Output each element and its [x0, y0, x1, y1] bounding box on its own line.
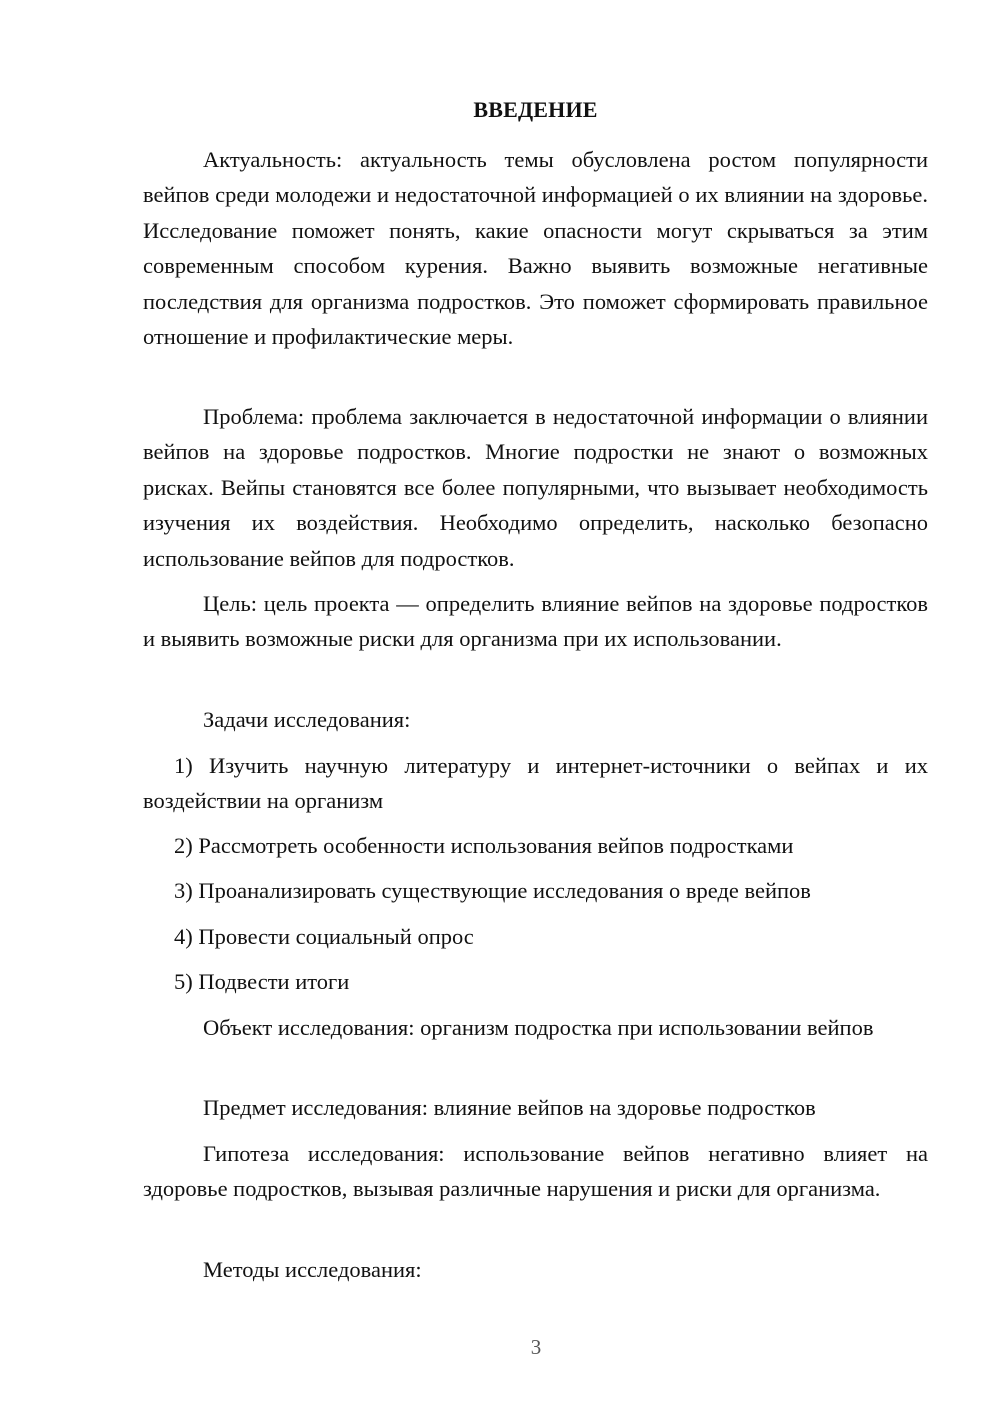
task-item: 1) Изучить научную литературу и интернет-источники о вейпах и их воздействии на организм [143, 753, 928, 814]
goal-paragraph: Цель: цель проекта — определить влияние вейпов на здоровье подростков и выявить возможные риски для организма при их использовании. [143, 591, 928, 652]
methods-heading: Методы исследования: [203, 1257, 422, 1282]
subject-paragraph: Предмет исследования: влияние вейпов на здоровье подростков [203, 1095, 816, 1120]
hypothesis-paragraph: Гипотеза исследования: использование вейпов негативно влияет на здоровье подростков, вызывая различные нарушения и риски для организма. [143, 1141, 928, 1202]
problem-paragraph: Проблема: проблема заключается в недостаточной информации о влиянии вейпов на здоровье подростков. Многие подростки не знают о возможных рисках. Вейпы становятся все более популярными, что вызывает необходимость изучения их воздействия. Необходимо определить, насколько безопасно использование вейпов для подростков. [143, 404, 928, 571]
tasks-heading: Задачи исследования: [203, 707, 411, 732]
task-item: 5) Подвести итоги [174, 969, 350, 994]
object-paragraph: Объект исследования: организм подростка при использовании вейпов [203, 1015, 874, 1040]
relevance-paragraph: Актуальность: актуальность темы обусловлена ростом популярности вейпов среди молодежи и недостаточной информацией о их влиянии на здоровье. Исследование поможет понять, какие опасности могут скрываться за этим современным способом курения. Важно выявить возможные негативные последствия для организма подростков. Это поможет сформировать правильное отношение и профилактические меры. [143, 147, 928, 350]
task-item: 2) Рассмотреть особенности использования вейпов подростками [174, 833, 794, 858]
task-item: 3) Проанализировать существующие исследования о вреде вейпов [174, 878, 811, 903]
task-item: 4) Провести социальный опрос [174, 924, 474, 949]
page-number: 3 [530, 1335, 542, 1359]
page-title: ВВЕДЕНИЕ [473, 97, 598, 122]
